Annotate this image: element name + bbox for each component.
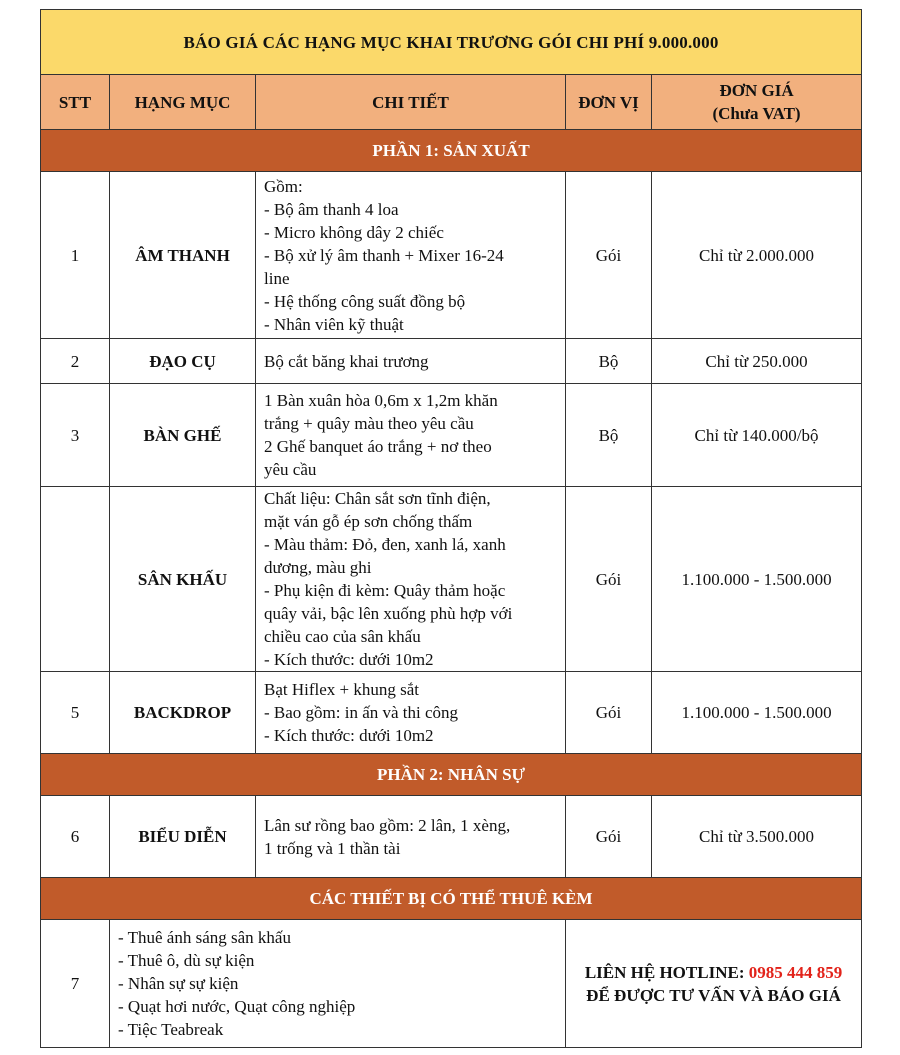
row-details [256,672,566,754]
detail-line: yêu cầu [264,460,317,479]
row-stt: 1 [41,172,110,339]
row-details [256,339,566,384]
title-row [41,10,862,75]
section-row-2 [41,754,862,796]
detail-line: 2 Ghế banquet áo trắng + nơ theo [264,437,492,456]
row-stt [41,487,110,672]
contact-label: LIÊN HỆ HOTLINE: [584,962,749,982]
header-don-gia-line2: (Chưa VAT) [712,104,801,123]
detail-line: - Tiệc Teabreak [118,1020,224,1039]
detail-line: 1 Bàn xuân hòa 0,6m x 1,2m khăn [264,391,498,410]
row-price: Chỉ từ 2.000.000 [652,172,862,339]
table-row [41,384,862,487]
row-price: Chỉ từ 250.000 [652,339,862,384]
detail-line: - Bộ âm thanh 4 loa [264,199,399,219]
detail-line: quây vải, bậc lên xuống phù hợp với [264,604,513,623]
row-details [256,172,566,339]
header-row [41,75,862,130]
row-stt: 5 [41,672,110,754]
row-price: Chỉ từ 140.000/bộ [652,384,862,487]
detail-line: - Quạt hơi nước, Quạt công nghiệp [118,997,356,1016]
section-row-1 [41,130,862,172]
row-item: SÂN KHẤU [110,487,256,672]
row-details [256,384,566,487]
extra-stt: 7 [41,920,110,1048]
detail-line: - Kích thước: dưới 10m2 [264,650,434,669]
row-item: BIỂU DIỄN [110,796,256,878]
row-details [256,796,566,878]
row-stt: 2 [41,339,110,384]
page-title: BÁO GIÁ CÁC HẠNG MỤC KHAI TRƯƠNG GÓI CHI PHÍ 9.000.000 [41,10,862,75]
section-title-extra-equipment: CÁC THIẾT BỊ CÓ THỂ THUÊ KÈM [41,878,862,920]
header-stt: STT [41,75,110,130]
detail-line: - Thuê ánh sáng sân khấu [118,928,291,947]
header-hang-muc: HẠNG MỤC [110,75,256,130]
table-row [41,487,862,672]
row-details [256,487,566,672]
detail-line: line [264,268,290,288]
detail-line: mặt ván gỗ ép sơn chống thấm [264,512,473,531]
detail-line: Bộ cắt băng khai trương [264,351,429,371]
detail-line: - Nhân viên kỹ thuật [264,314,404,334]
detail-line: - Hệ thống công suất đồng bộ [264,291,466,311]
detail-line: trắng + quây màu theo yêu cầu [264,414,474,433]
detail-line: - Màu thảm: Đỏ, đen, xanh lá, xanh [264,535,506,554]
detail-line: - Nhân sự sự kiện [118,974,239,993]
row-unit: Gói [566,172,652,339]
row-price: 1.100.000 - 1.500.000 [652,487,862,672]
detail-line: chiều cao của sân khấu [264,627,421,646]
row-item: ĐẠO CỤ [110,339,256,384]
detail-line: - Micro không dây 2 chiếc [264,222,444,242]
contact-line-1 [566,961,861,984]
table-row [41,339,862,384]
detail-line: Lân sư rồng bao gồm: 2 lân, 1 xèng, [264,815,511,835]
detail-line: - Thuê ô, dù sự kiện [118,951,255,970]
row-unit: Gói [566,487,652,672]
quote-table [40,9,862,1048]
header-chi-tiet: CHI TIẾT [256,75,566,130]
detail-line: Chất liệu: Chân sắt sơn tĩnh điện, [264,489,491,508]
header-don-gia-line1: ĐƠN GIÁ [719,81,794,100]
contact-box [566,920,862,1048]
detail-line: - Kích thước: dưới 10m2 [264,726,434,745]
extra-items [110,920,566,1048]
detail-line: Gồm: [264,176,303,196]
table-row [41,796,862,878]
detail-line: - Phụ kiện đi kèm: Quây thảm hoặc [264,581,506,600]
contact-line-2: ĐỂ ĐƯỢC TƯ VẤN VÀ BÁO GIÁ [586,985,841,1005]
detail-line: - Bao gồm: in ấn và thi công [264,703,459,722]
table-row [41,672,862,754]
row-price: 1.100.000 - 1.500.000 [652,672,862,754]
section-title-production: PHẦN 1: SẢN XUẤT [41,130,862,172]
section-title-personnel: PHẦN 2: NHÂN SỰ [41,754,862,796]
section-row-3 [41,878,862,920]
row-item: BÀN GHẾ [110,384,256,487]
header-don-vi: ĐƠN VỊ [566,75,652,130]
detail-line: - Bộ xử lý âm thanh + Mixer 16-24 [264,245,504,265]
detail-line: dương, màu ghi [264,558,372,577]
table-row [41,172,862,339]
row-unit: Bộ [566,384,652,487]
row-item: BACKDROP [110,672,256,754]
row-stt: 6 [41,796,110,878]
row-unit: Gói [566,672,652,754]
detail-line: Bạt Hiflex + khung sắt [264,680,420,699]
hotline-number[interactable]: 0985 444 859 [748,962,843,982]
header-don-gia [652,75,862,130]
extra-row [41,920,862,1048]
row-stt: 3 [41,384,110,487]
row-unit: Gói [566,796,652,878]
row-price: Chỉ từ 3.500.000 [652,796,862,878]
row-unit: Bộ [566,339,652,384]
row-item: ÂM THANH [110,172,256,339]
detail-line: 1 trống và 1 thần tài [264,838,401,858]
